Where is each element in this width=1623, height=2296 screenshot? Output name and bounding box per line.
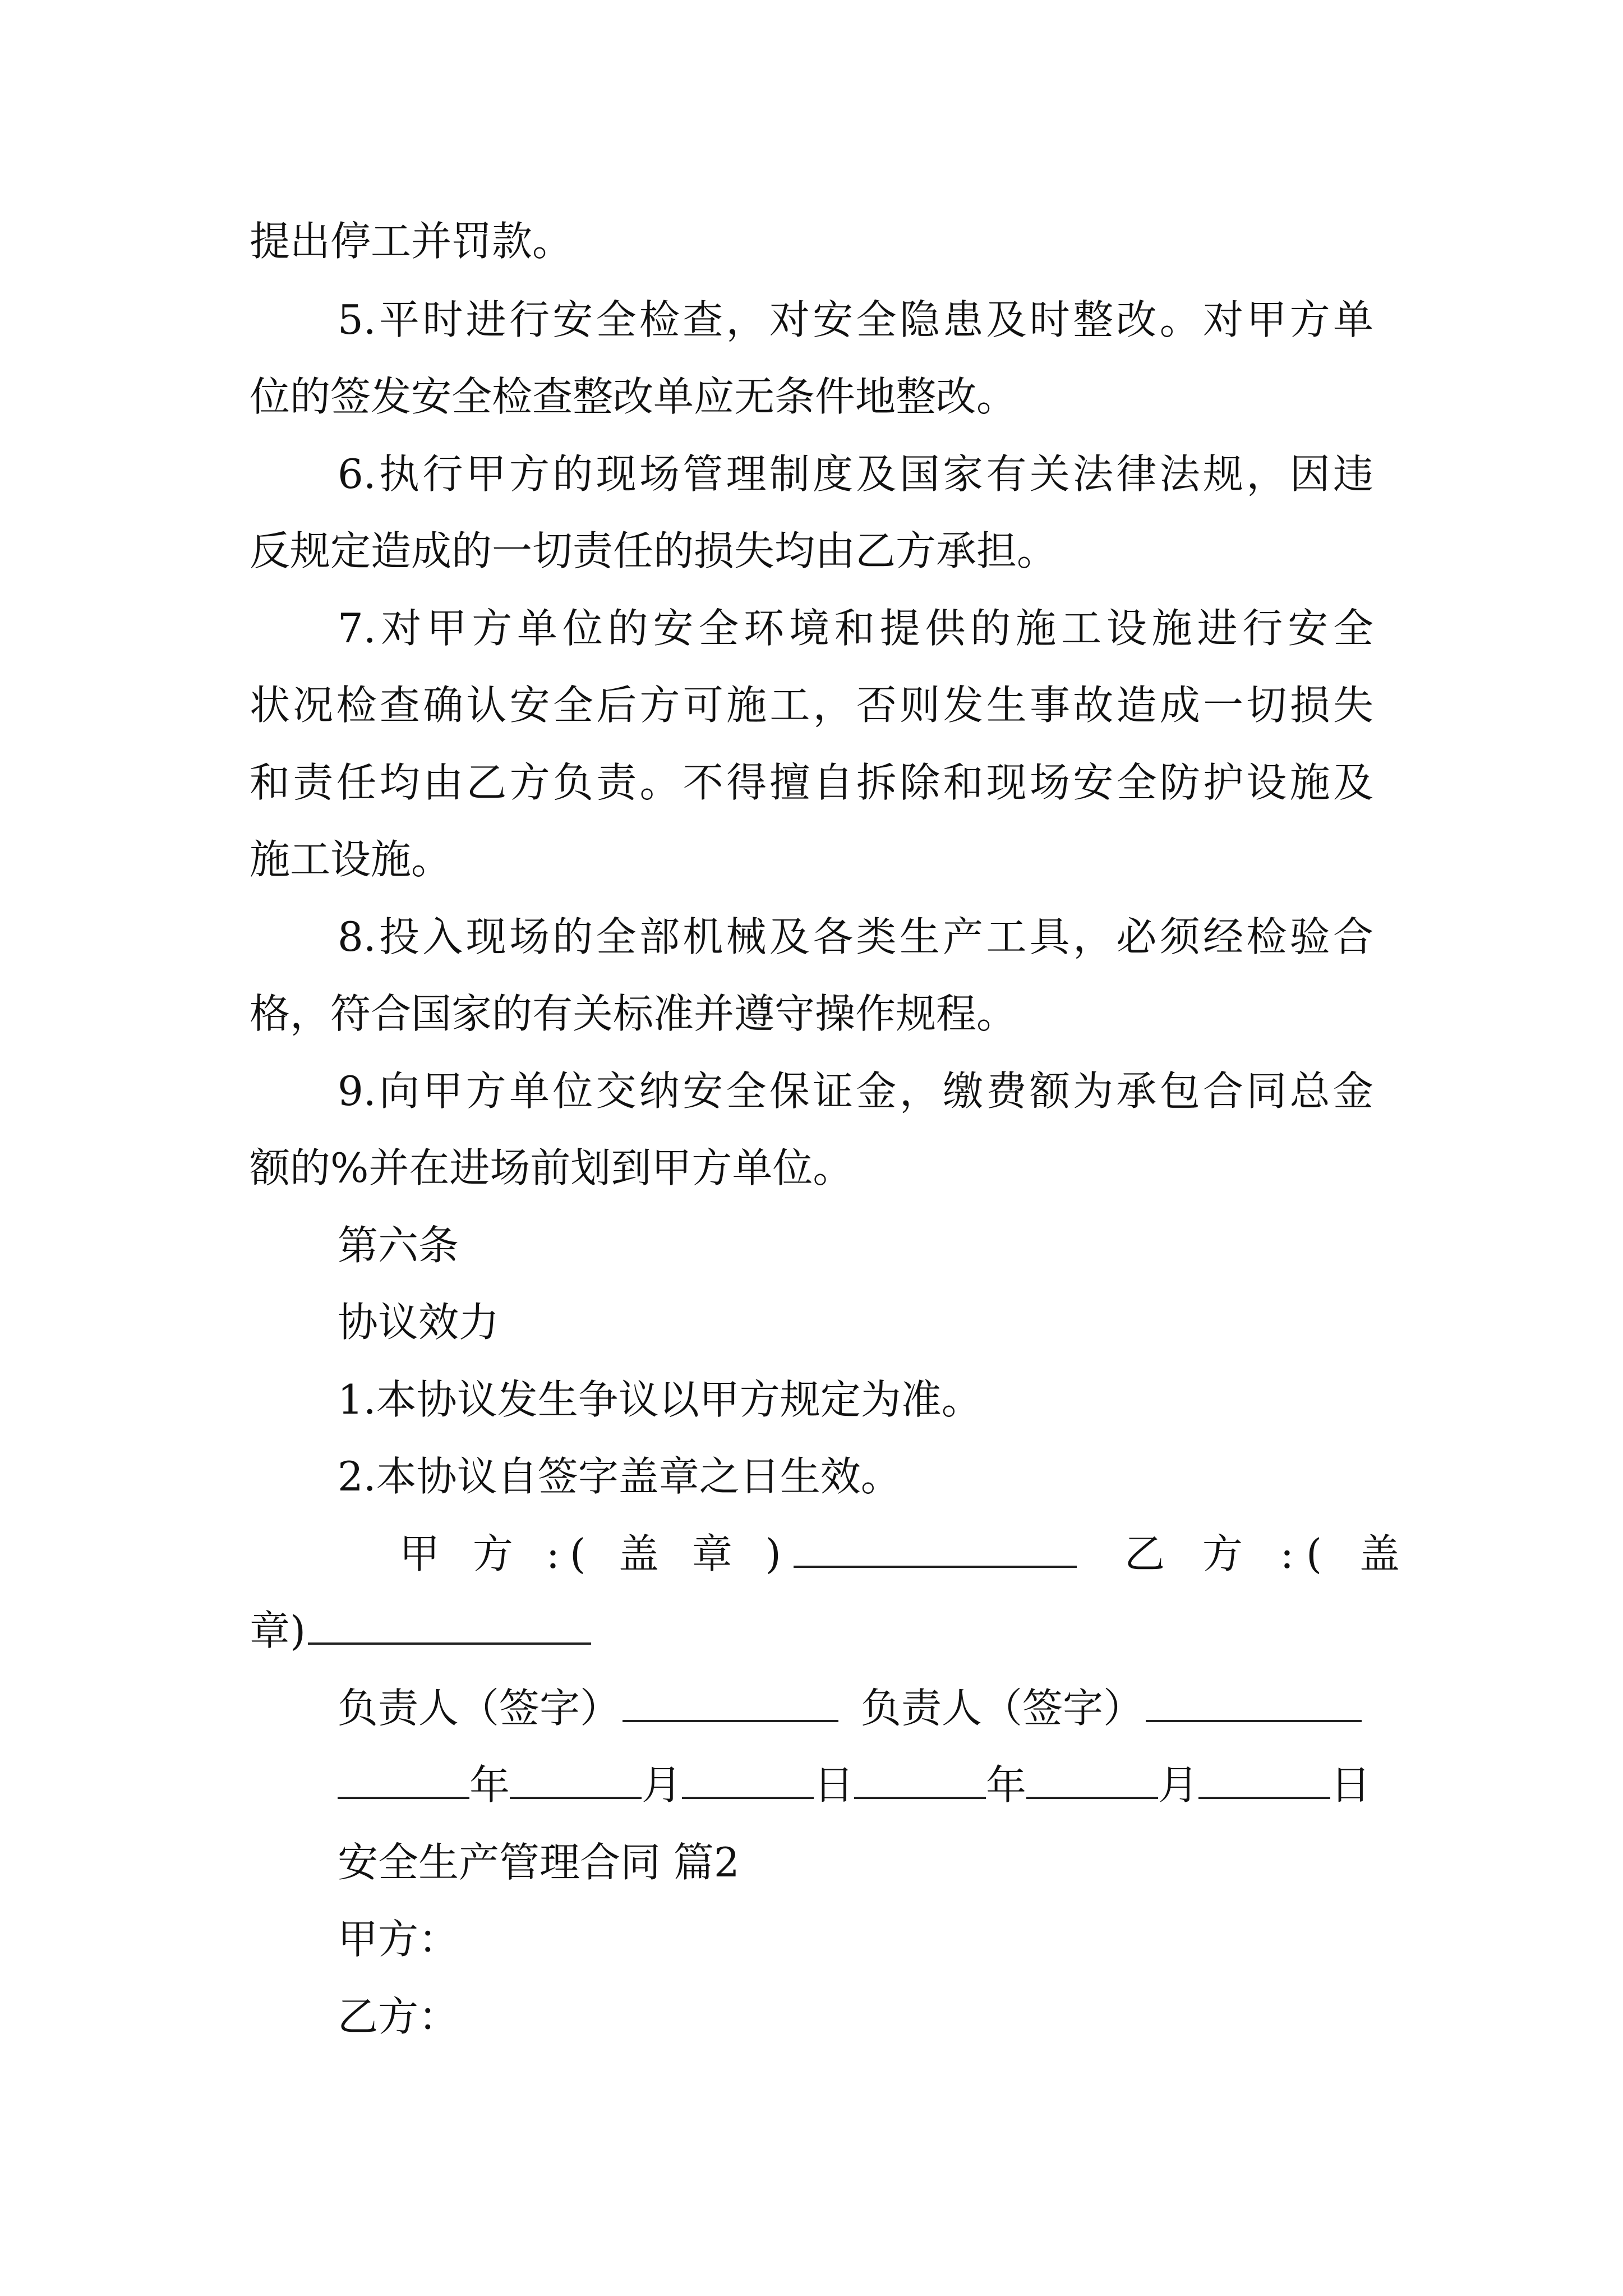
party-b-seal-label-cont: 章) <box>250 1607 306 1654</box>
party-a-year-blank <box>338 1762 469 1799</box>
responsible-signature-line <box>338 1683 1362 1733</box>
article-6-subheading: 协议效力 <box>338 1299 500 1346</box>
party-a-seal-line <box>399 1529 1077 1579</box>
clause-6-line-2: 反规定造成的一切责任的损失均由乙方承担。 <box>250 527 1058 574</box>
party-b-day-label: 日 <box>1330 1761 1371 1809</box>
party-b-seal-blank <box>308 1608 591 1645</box>
clause-8-line-1: 8.投入现场的全部机械及各类生产工具，必须经检验合 <box>338 913 1373 960</box>
article-6-heading: 第六条 <box>338 1222 459 1269</box>
party-b-month-label: 月 <box>1158 1761 1199 1809</box>
party-a-responsible-blank <box>623 1685 838 1722</box>
party-b-seal-label: 乙 方 :( 盖 <box>1124 1530 1413 1577</box>
clause-9-line-1: 9.向甲方单位交纳安全保证金，缴费额为承包合同总金 <box>338 1068 1373 1115</box>
clause-7-line-3: 和责任均由乙方负责。不得擅自拆除和现场安全防护设施及 <box>250 759 1373 806</box>
article-6-item-2: 2.本协议自签字盖章之日生效。 <box>338 1453 901 1500</box>
clause-6-line-1: 6.执行甲方的现场管理制度及国家有关法律法规，因违 <box>338 450 1373 498</box>
clause-9-line-2: 额的%并在进场前划到甲方单位。 <box>250 1144 854 1191</box>
party-b-year-label: 年 <box>986 1761 1027 1809</box>
clause-5-line-1: 5.平时进行安全检查，对安全隐患及时整改。对甲方单 <box>338 296 1373 343</box>
party-a-day-blank <box>682 1762 814 1799</box>
party-a-seal-label: 甲 方 :( 盖 章 ) <box>399 1530 791 1577</box>
clause-5-line-2: 位的签发安全检查整改单应无条件地整改。 <box>250 373 1017 420</box>
party-b-seal-line <box>1124 1529 1412 1579</box>
party-b-day-blank <box>1198 1762 1330 1799</box>
party-a-responsible-label: 负责人（签字） <box>338 1685 621 1732</box>
article-6-item-1: 1.本协议发生争议以甲方规定为准。 <box>338 1376 982 1423</box>
party-b-seal-continuation <box>250 1605 591 1656</box>
party-b-label: 乙方： <box>338 1993 459 2040</box>
party-a-seal-blank <box>794 1531 1077 1568</box>
clause-7-line-4: 施工设施。 <box>250 836 452 883</box>
party-b-responsible-blank <box>1146 1685 1362 1722</box>
party-b-responsible-label: 负责人（签字） <box>861 1685 1144 1732</box>
clause-8-line-2: 格，符合国家的有关标准并遵守操作规程。 <box>250 990 1017 1037</box>
party-a-year-label: 年 <box>469 1761 510 1809</box>
paragraph-continuation: 提出停工并罚款。 <box>250 218 573 265</box>
party-a-label: 甲方： <box>338 1916 459 1963</box>
party-a-day-label: 日 <box>814 1761 855 1809</box>
date-line <box>338 1760 1371 1810</box>
clause-7-line-1: 7.对甲方单位的安全环境和提供的施工设施进行安全 <box>338 605 1373 652</box>
section-title: 安全生产管理合同 篇2 <box>338 1839 740 1886</box>
party-b-year-blank <box>854 1762 986 1799</box>
party-b-month-blank <box>1026 1762 1158 1799</box>
party-a-month-label: 月 <box>642 1761 683 1809</box>
clause-7-line-2: 状况检查确认安全后方可施工，否则发生事故造成一切损失 <box>250 682 1373 729</box>
party-a-month-blank <box>510 1762 642 1799</box>
